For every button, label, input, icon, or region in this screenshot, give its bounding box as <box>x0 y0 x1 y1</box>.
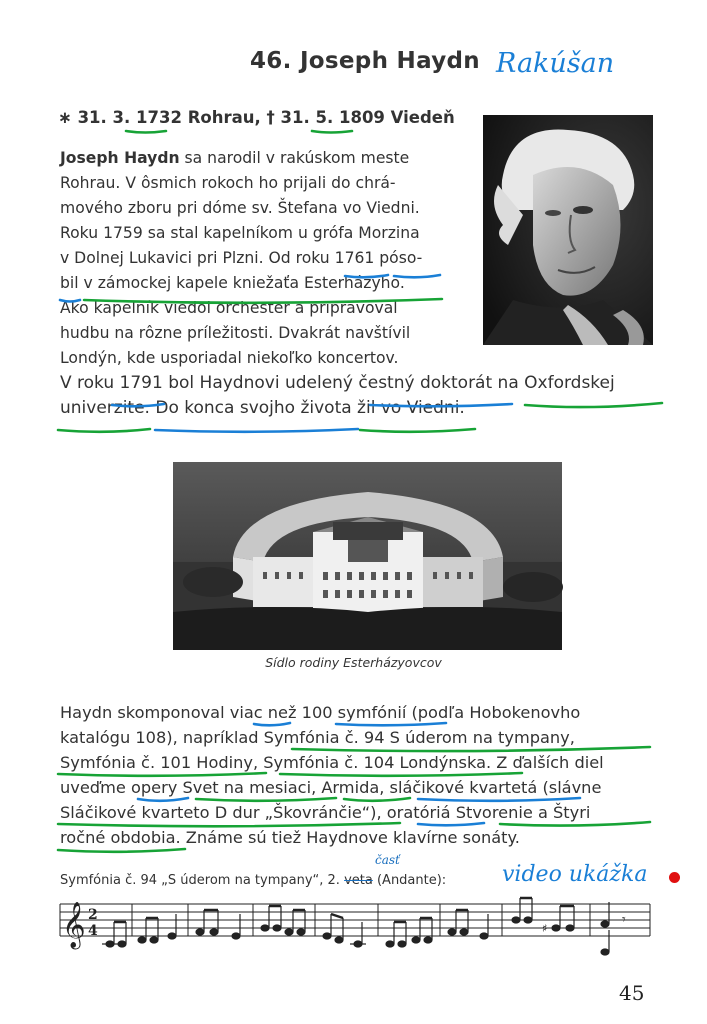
works-line: Sláčikové kvarteto D dur „Škovránčie“), oratóriá Stvorenie a Štyri <box>60 803 591 822</box>
esterhazy-palace-photo <box>173 462 562 650</box>
bio-line: Londýn, kde usporiadal niekoľko koncertov. <box>60 349 399 367</box>
works-line: Haydn skomponoval viac než 100 symfónií (podľa Hobokenovho <box>60 703 581 722</box>
svg-text:𝄾: 𝄾 <box>622 912 626 928</box>
time-signature-bottom: 4 <box>88 923 98 939</box>
bio-line: v Dolnej Lukavici pri Plzni. Od roku 1761 póso- <box>60 249 423 267</box>
works-line: uveďme opery Svet na mesiaci, Armida, sláčikové kvartetá (slávne <box>60 778 602 797</box>
bio-line: bil v zámockej kapele kniežaťa Esterházyho. <box>60 274 405 292</box>
music-score <box>60 892 650 962</box>
underline <box>360 429 475 432</box>
figure-caption: Sídlo rodiny Esterházyovcov <box>265 655 442 670</box>
handwritten-note-title: Rakúšan <box>496 48 615 79</box>
struck-word: veta <box>344 873 373 888</box>
underline <box>126 131 166 133</box>
underline <box>312 131 352 133</box>
bio-line: V roku 1791 bol Haydnovi udelený čestný doktorát na Oxfordskej <box>60 373 615 393</box>
bio-line: Joseph Haydn sa narodil v rakúskom meste <box>60 149 410 167</box>
handwritten-correction: časť <box>375 853 400 867</box>
birth-death-dates: ∗ 31. 3. 1732 Rohrau, † 31. 5. 1809 Viedeň <box>58 108 455 127</box>
composer-name: Joseph Haydn <box>60 149 180 167</box>
works-line: katalógu 108), napríklad Symfónia č. 94 S úderom na tympany, <box>60 728 575 747</box>
handwritten-note-video: video ukážka <box>502 862 648 887</box>
score-label: Symfónia č. 94 „S úderom na tympany“, 2. veta (Andante): <box>60 873 447 888</box>
red-dot-mark <box>669 872 680 883</box>
works-line: Symfónia č. 101 Hodiny, Symfónia č. 104 Londýnska. Z ďalších diel <box>60 753 604 772</box>
page-title: 46. Joseph Haydn <box>250 48 480 74</box>
works-line: ročné obdobia. Známe sú tiež Haydnove klavírne sonáty. <box>60 828 520 847</box>
treble-clef-icon: 𝄞 <box>62 902 86 948</box>
time-signature-top: 2 <box>88 907 98 923</box>
bio-line: Ako kapelník viedol orchester a pripravoval <box>60 299 398 317</box>
page-number: 45 <box>619 981 645 1005</box>
bio-line: Roku 1759 sa stal kapelníkom u grófa Morzina <box>60 224 420 242</box>
bio-line: Rohrau. V ôsmich rokoch ho prijali do chrá- <box>60 174 396 192</box>
bio-line: mového zboru pri dóme sv. Štefana vo Viedni. <box>60 199 420 217</box>
underline <box>155 429 358 432</box>
bio-line: hudbu na rôzne príležitosti. Dvakrát navštívil <box>60 324 411 342</box>
haydn-portrait <box>483 115 653 345</box>
svg-text:♯: ♯ <box>542 922 548 935</box>
underline <box>58 429 150 432</box>
bio-line: univerzite. Do konca svojho života žil vo Viedni. <box>60 398 465 418</box>
underline <box>525 403 662 407</box>
